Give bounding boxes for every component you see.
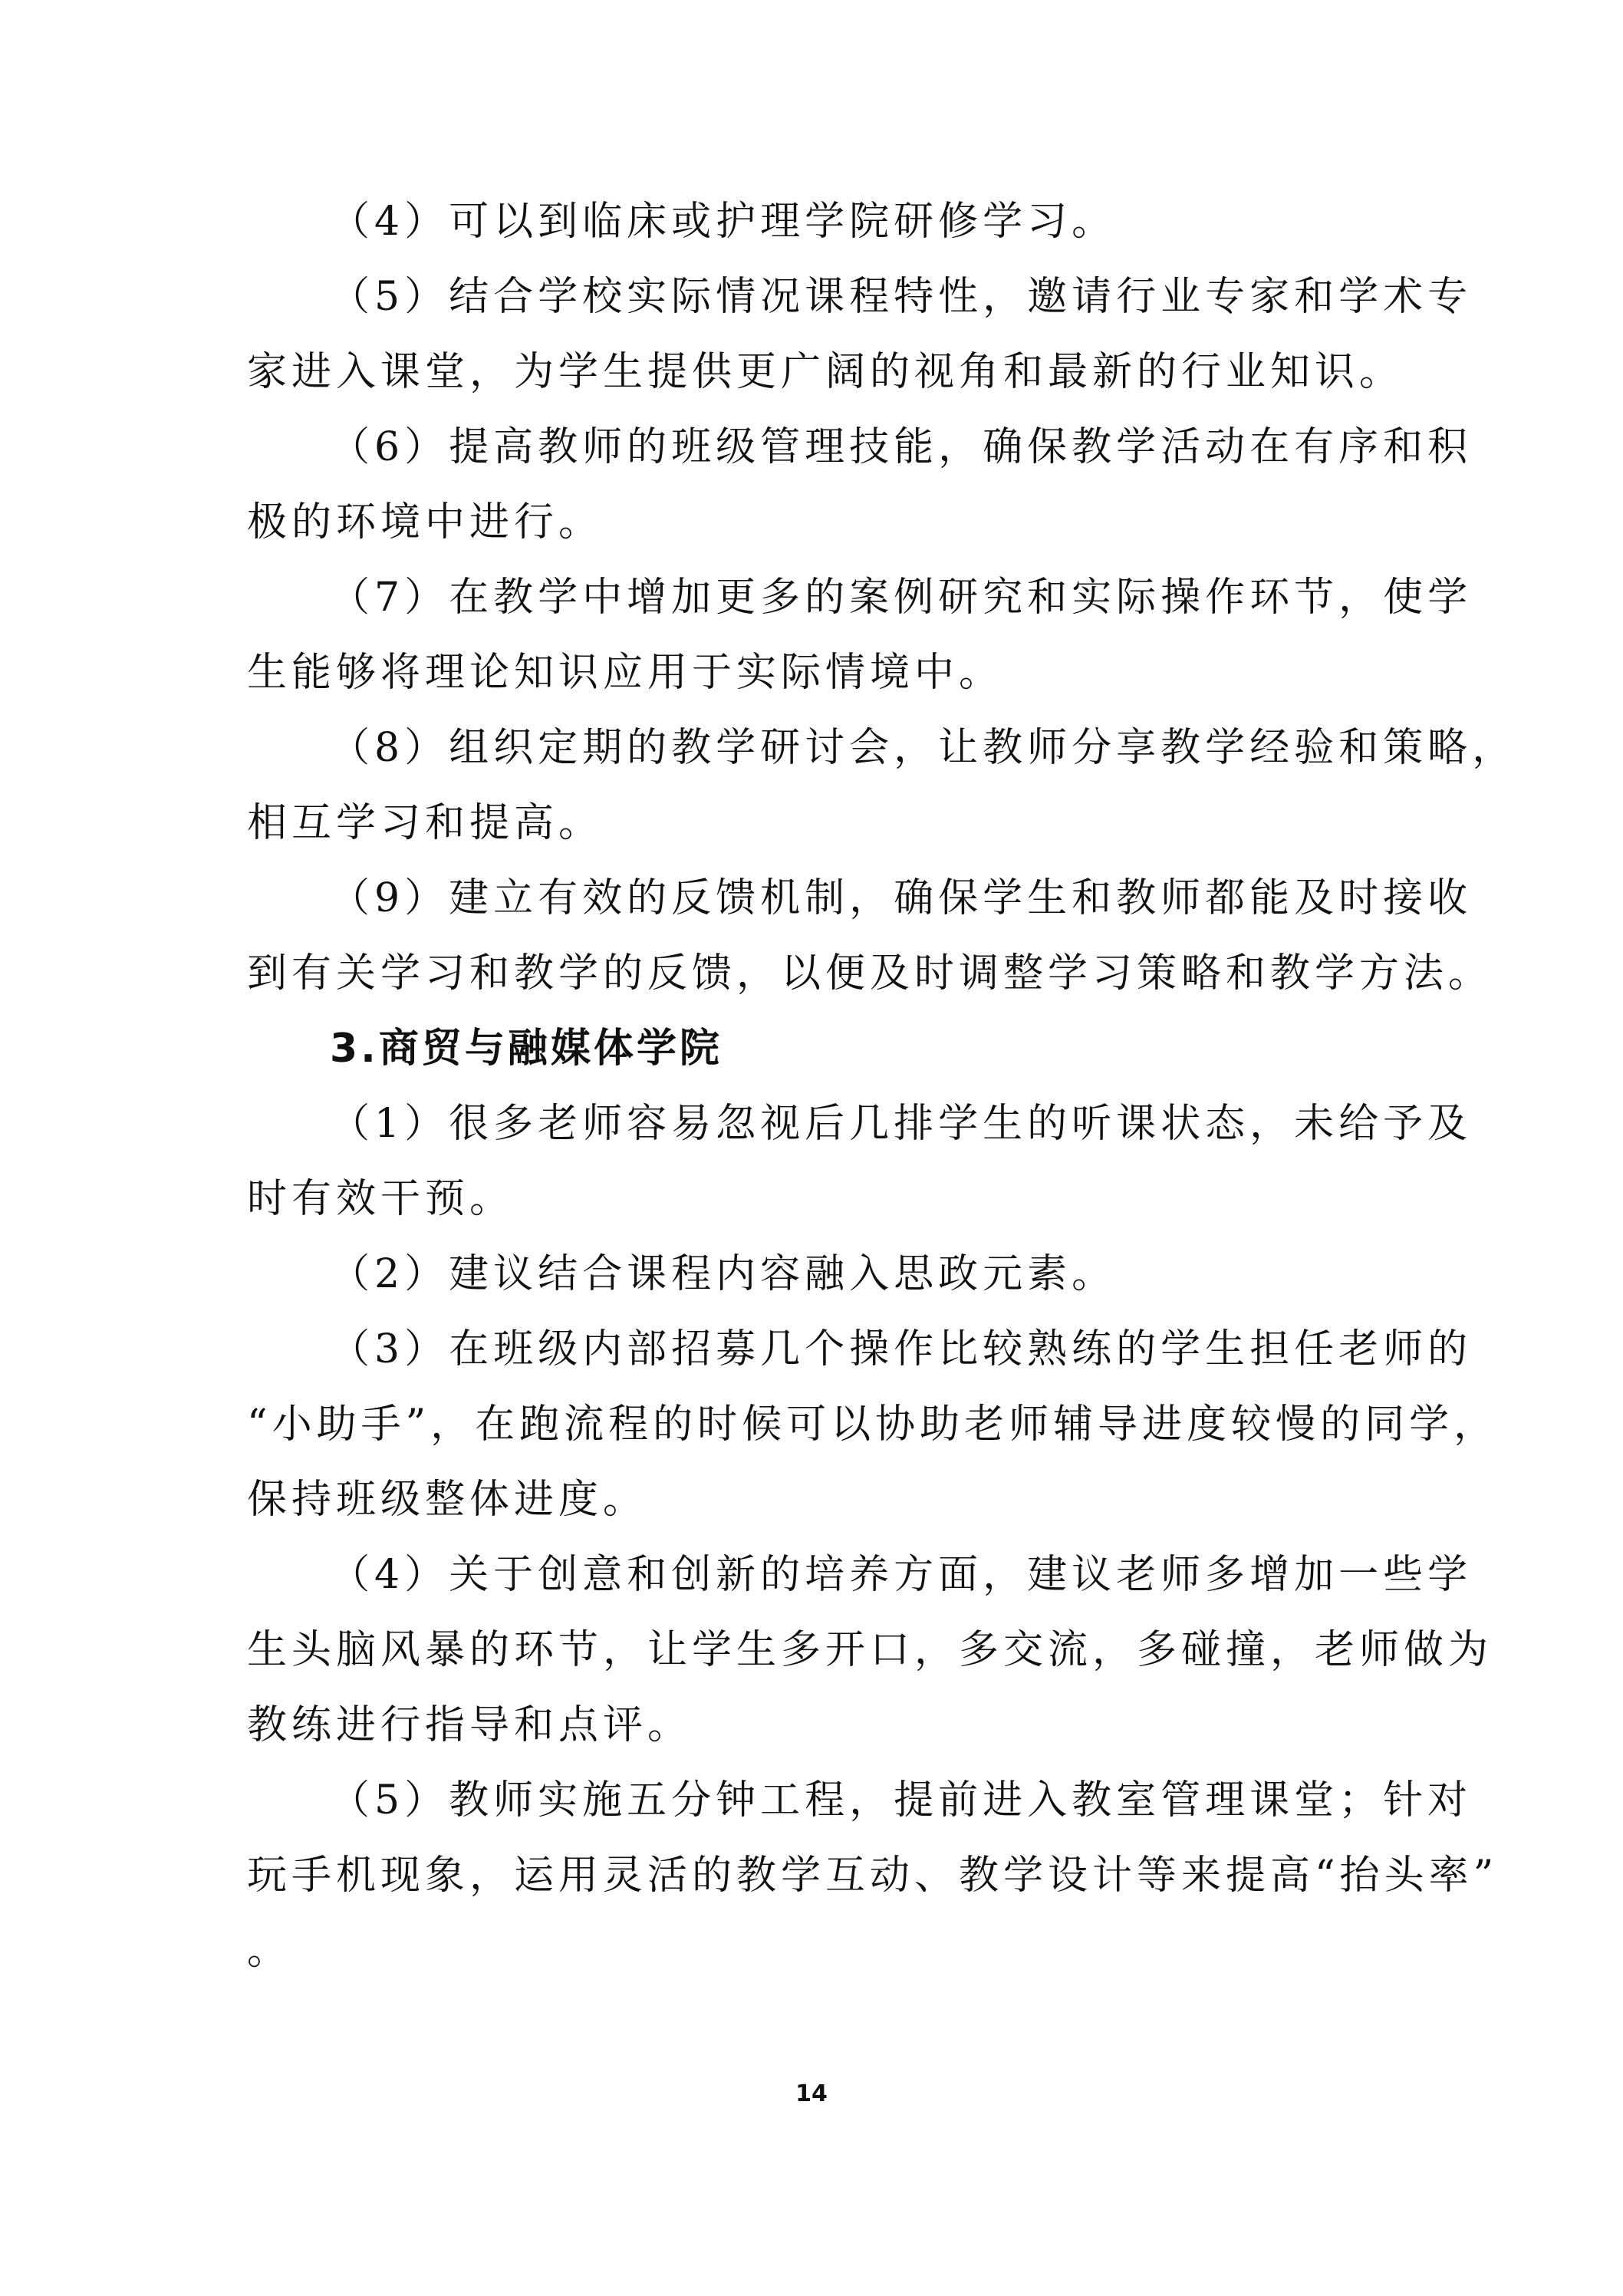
section-paragraph-4-line-1: （4）关于创意和创新的培养方面，建议老师多增加一些学 [330, 1552, 1473, 1598]
section-paragraph-4-line-3: 教练进行指导和点评。 [247, 1702, 693, 1748]
section-paragraph-2-line-1: （2）建议结合课程内容融入思政元素。 [330, 1251, 1117, 1297]
section-paragraph-5-line-2: 玩手机现象，运用灵活的教学互动、教学设计等来提高“抬头率” [247, 1853, 1499, 1899]
section-paragraph-1-line-1: （1）很多老师容易忽视后几排学生的听课状态，未给予及 [330, 1101, 1473, 1147]
body-text [247, 184, 1517, 1988]
paragraph-4-line-1: （4）可以到临床或护理学院研修学习。 [330, 199, 1117, 245]
section-paragraph-5-line-1: （5）教师实施五分钟工程，提前进入教室管理课堂；针对 [330, 1777, 1473, 1823]
paragraph-7-line-2: 生能够将理论知识应用于实际情境中。 [247, 650, 1004, 696]
section-paragraph-3-line-1: （3）在班级内部招募几个操作比较熟练的学生担任老师的 [330, 1326, 1473, 1372]
section-paragraph-1-line-2: 时有效干预。 [247, 1176, 515, 1222]
paragraph-7-line-1: （7）在教学中增加更多的案例研究和实际操作环节，使学 [330, 575, 1473, 621]
paragraph-5-line-2: 家进入课堂，为学生提供更广阔的视角和最新的行业知识。 [247, 349, 1404, 395]
section-paragraph-4-line-2: 生头脑风暴的环节，让学生多开口，多交流，多碰撞，老师做为 [247, 1627, 1493, 1673]
page-number: 14 [795, 2080, 828, 2107]
section-paragraph-5-line-3: 。 [247, 1928, 292, 1974]
paragraph-8-line-2: 相互学习和提高。 [247, 800, 604, 846]
paragraph-8-line-1: （8）组织定期的教学研讨会，让教师分享教学经验和策略， [330, 725, 1517, 771]
paragraph-5-line-1: （5）结合学校实际情况课程特性，邀请行业专家和学术专 [330, 274, 1473, 320]
paragraph-6-line-1: （6）提高教师的班级管理技能，确保教学活动在有序和积 [330, 424, 1473, 470]
section-paragraph-3-line-2: “小助手”，在跑流程的时候可以协助老师辅导进度较慢的同学， [247, 1402, 1499, 1448]
section-heading: 3.商贸与融媒体学院 [330, 1026, 723, 1072]
paragraph-6-line-2: 极的环境中进行。 [247, 499, 604, 545]
paragraph-9-line-1: （9）建立有效的反馈机制，确保学生和教师都能及时接收 [330, 875, 1473, 921]
section-paragraph-3-line-3: 保持班级整体进度。 [247, 1477, 648, 1523]
paragraph-9-line-2: 到有关学习和教学的反馈，以便及时调整学习策略和教学方法。 [247, 950, 1493, 996]
